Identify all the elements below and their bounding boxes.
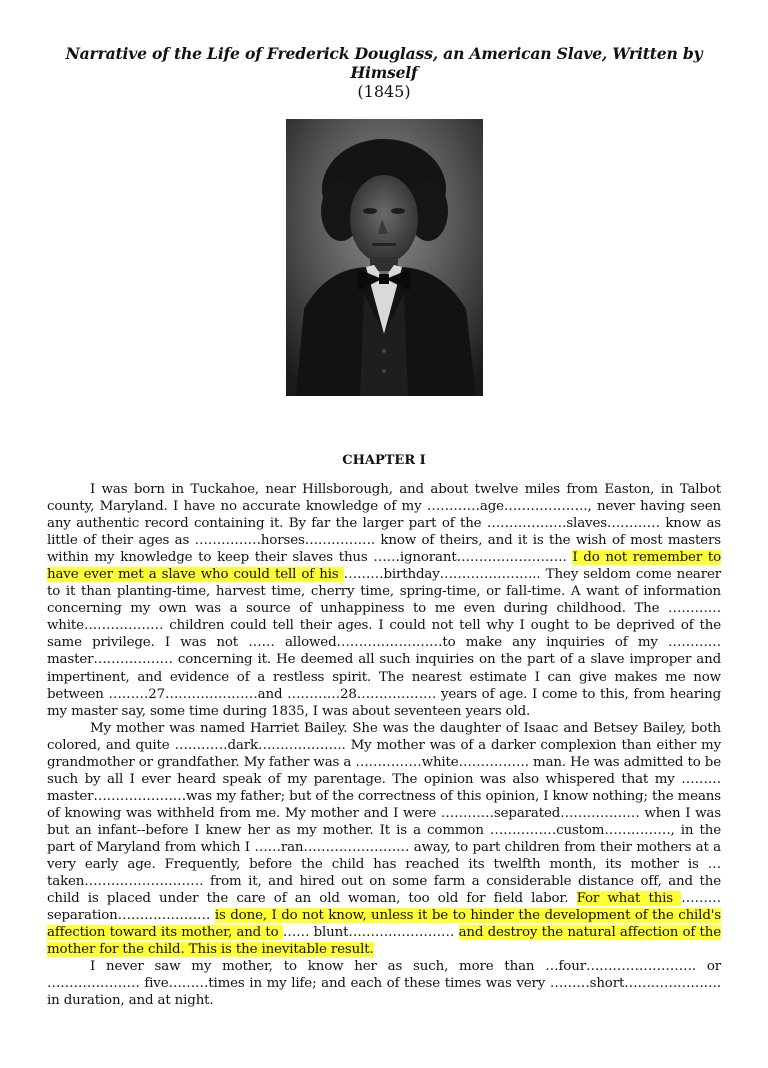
paragraph-3 (47, 958, 721, 1009)
body-text (47, 481, 721, 1009)
document-page (0, 44, 768, 1068)
paragraph-text: …… blunt…………………… (282, 925, 459, 941)
highlighted-text: I do not remember to have ever met a slave who could tell of his (47, 550, 721, 583)
paragraph-text: ………separation………………… (47, 891, 721, 924)
paragraph-1 (47, 481, 721, 720)
highlighted-text: and destroy the natural affection of the mother for the child. This is the inevitable result. (47, 925, 722, 958)
paragraph-2 (47, 720, 721, 959)
portrait-photo-icon (286, 119, 483, 396)
chapter-heading: CHAPTER I (342, 453, 426, 468)
document-year: (1845) (357, 82, 411, 101)
highlighted-text: For what this (576, 891, 682, 907)
document-title: Narrative of the Life of Frederick Douglass, an American Slave, Written by Himself (65, 44, 703, 82)
paragraph-text: ………birthday………………….. They seldom come nearer to it than planting-time, harvest time, cherry time, spring-time, or fall-time. A want of information concerning my own was a source of unhappiness to me even during childhood. The …………white……………… children could tell their ages. I could not tell why I ought to be deprived of the same privilege. I was not …… allowed……………………to make any inquiries of my …………master……………… concerning it. He deemed all such inquiries on the part of a slave improper and impertinent, and evidence of a restless spirit. The nearest estimate I can give makes me now between ………27…………………and …………28……………… years of age. I come to this, from hearing my master say, some time during 1835, I was about seventeen years old. (47, 567, 721, 719)
highlighted-text: is done, I do not know, unless it be to hinder the development of the child's affection toward its mother, and to (47, 908, 721, 941)
paragraph-text: I never saw my mother, to know her as such, more than …four……………………. or ………………… five………times in my life; and each of these times was very ………short…………………. in duration, and at night. (47, 959, 721, 1009)
paragraph-text: My mother was named Harriet Bailey. She was the daughter of Isaac and Betsey Bailey, both colored, and quite …………dark……………….. My mother was of a darker complexion than either my grandmother or grandfather. My father was a ……………white……………. man. He was admitted to be such by all I ever heard speak of my parentage. The opinion was also whispered that my ……… master…………………was my father; but of the correctness of this opinion, I know nothing; the means of knowing was withheld from me. My mother and I were …………separated……………… when I was but an infant--before I knew her as my mother. It is a common ……………custom……………, in the part of Maryland from which I ……ran…………………… away, to part children from their mothers at a very early age. Frequently, before the child has reached its twelfth month, its mother is …taken……………………… from it, and hired out on some farm a considerable distance off, and the child is placed under the care of an old woman, too old for field labor. (47, 720, 721, 907)
paragraph-text: I was born in Tuckahoe, near Hillsborough, and about twelve miles from Easton, in Talbot county, Maryland. I have no accurate knowledge of my …………age………………., never having seen any authentic record containing it. By far the larger part of the ………………slaves………… know as little of their ages as ……………horses……………. know of theirs, and it is the wish of most masters within my knowledge to keep their slaves thus ……ignorant……………………. (47, 482, 721, 566)
